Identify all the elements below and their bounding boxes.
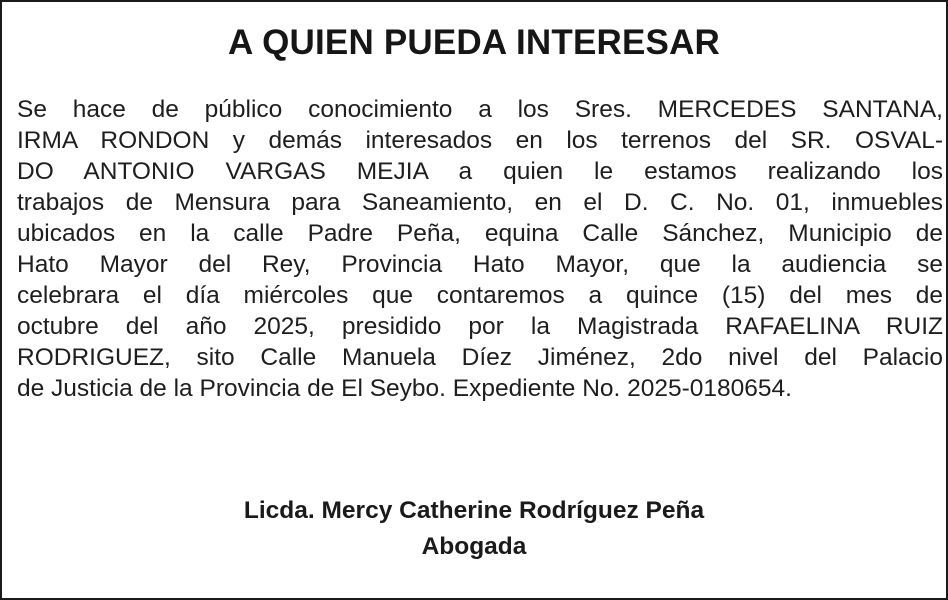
signature-role: Abogada [421, 533, 527, 560]
body-line: celebrara el día miércoles que contaremos a quince (15) del mes de [17, 282, 943, 309]
signature-name: Licda. Mercy Catherine Rodríguez Peña [243, 497, 705, 524]
notice-body [17, 94, 943, 404]
body-line: Se hace de público conocimiento a los Sres. MERCEDES SANTANA, [17, 96, 943, 123]
body-line: octubre del año 2025, presidido por la Magistrada RAFAELINA RUIZ [17, 313, 943, 340]
body-line: IRMA RONDON y demás interesados en los terrenos del SR. OSVAL- [17, 127, 943, 154]
body-line: ubicados en la calle Padre Peña, equina Calle Sánchez, Municipio de [17, 220, 943, 247]
body-line: DO ANTONIO VARGAS MEJIA a quien le estamos realizando los [17, 158, 943, 185]
body-line: Hato Mayor del Rey, Provincia Hato Mayor, que la audiencia se [17, 251, 943, 278]
notice-title: A QUIEN PUEDA INTERESAR [227, 23, 721, 62]
signature-block [2, 493, 946, 565]
body-line: de Justicia de la Provincia de El Seybo. Expediente No. 2025-0180654. [17, 375, 792, 402]
body-line: trabajos de Mensura para Saneamiento, en el D. C. No. 01, inmuebles [17, 189, 943, 216]
body-line: RODRIGUEZ, sito Calle Manuela Díez Jiménez, 2do nivel del Palacio [17, 344, 943, 371]
